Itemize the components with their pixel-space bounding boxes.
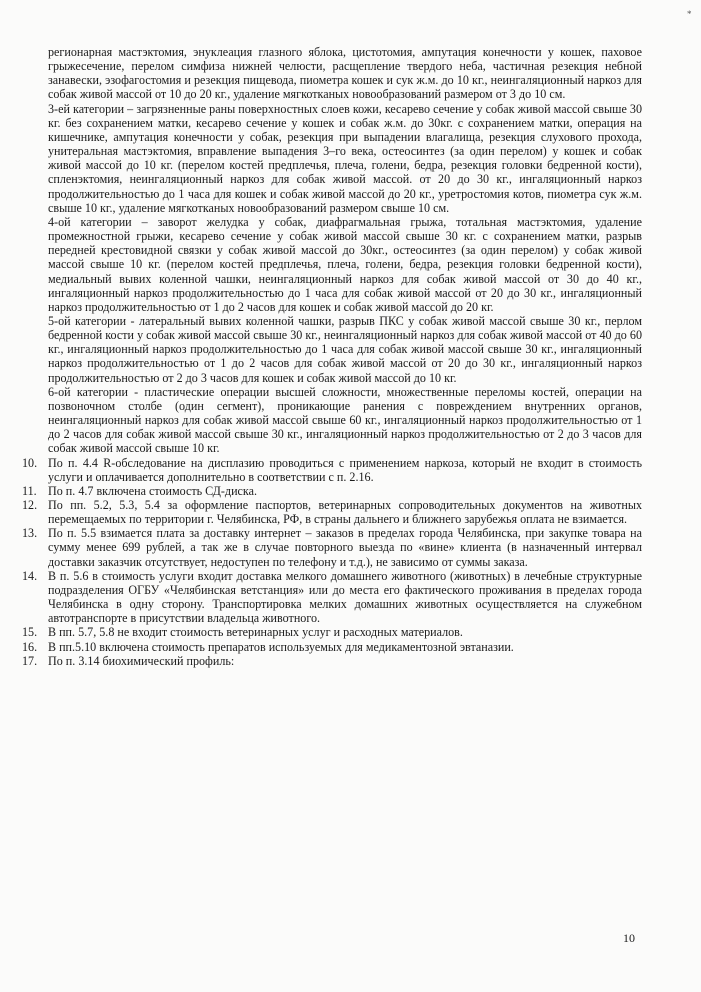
list-item-number: 11.	[22, 483, 37, 498]
paragraph-category-6: 6-ой категории - пластические операции высшей сложности, множественные переломы костей, операции на позвоночном столбе (один сегмент), проникающие ранения с повреждением внутренних органов, неингаляционный наркоз для собак живой массой свыше 60 кг., ингаляционный наркоз продолжительностью от 1 до 2 часов для собак живой массой свыше 30 кг., ингаляционный наркоз продолжительностью от 2 до 3 часов для собак живой массой свыше 10 кг.	[48, 384, 642, 456]
list-item	[22, 639, 642, 654]
list-item-number: 15.	[22, 625, 38, 640]
list-item	[22, 653, 642, 668]
list-item-number: 17.	[22, 653, 38, 668]
scan-corner-mark: *	[687, 9, 692, 19]
list-item	[22, 625, 642, 640]
paragraph-category-4: 4-ой категории – заворот желудка у собак, диафрагмальная грыжа, тотальная мастэктомия, удаление промежностной грыжи, кесарево сечение у собак живой массой свыше 30 кг. с сохранением матки, разрыв передней крестовидной связки у собак живой массой до 30кг., остеосинтез (за один перелом) у собак живой массой свыше 10 кг. (перелом костей предплечья, плеча, голени, бедра, резекция головки бедренной кости), медиальный вывих коленной чашки, неингаляционный наркоз для собак живой массой от 30 до 40 кг., ингаляционный наркоз продолжительностью до 1 часа для собак живой массой от 20 до 30 кг., ингаляционный наркоз продолжительностью от 1 до 2 часов для кошек и собак живой массой до 20 кг.	[48, 214, 642, 314]
list-item-number: 16.	[22, 639, 38, 654]
list-item	[22, 455, 642, 484]
list-item-text: По пп. 5.2, 5.3, 5.4 за оформление паспортов, ветеринарных сопроводительных документов на животных перемещаемых по территории г. Челябинска, РФ, в страны дальнего и ближнего зарубежья оплата не взимается.	[48, 498, 642, 527]
list-item-text: По п. 4.7 включена стоимость СД-диска.	[48, 483, 257, 498]
list-item-text: По п. 3.14 биохимический профиль:	[48, 653, 235, 668]
list-item	[22, 498, 642, 527]
numbered-notes-list	[22, 455, 642, 668]
list-item-number: 14.	[22, 568, 38, 583]
list-item	[22, 568, 642, 626]
paragraph-category-3: 3-ей категории – загрязненные раны поверхностных слоев кожи, кесарево сечение у собак живой массой свыше 30 кг. без сохранением матки, кесарево сечение у кошек и собак ж.м. до 30кг. с сохранением матки, операция на кишечнике, ампутация конечности у собак, резекция при выпадении влагалища, резекция слухового прохода, унитеральная мастэктомия, вправление выпадения 3–го века, остеосинтез (за один перелом) у кошек и собак живой массой до 10 кг. (перелом костей предплечья, плеча, голени, бедра, резекция головки бедренной кости), спленэктомия, неингаляционный наркоз для собак живой массой. от 20 до 30 кг., ингаляционный наркоз продолжительностью до 1 часа для кошек и собак живой массой до 20 кг., уретростомия котов, пиометра сук ж.м. свыше 10 кг., удаление мягкотканых новообразований размером свыше 10 см.	[48, 101, 642, 215]
paragraph-category-2-continued: регионарная мастэктомия, энуклеация глазного яблока, цистотомия, ампутация конечности у кошек, паховое грыжесечение, перелом симфиза нижней челюсти, расщепление твердого неба, частичная резекция небной занавески, эзофагостомия и резекция пищевода, пиометра кошек и сук ж.м. до 10 кг., неингаляционный наркоз для собак живой массой от 10 до 20 кг., удаление мягкотканых новообразований размером от 3 до 10 см.	[48, 45, 642, 102]
list-item-text: По п. 5.5 взимается плата за доставку интернет – заказов в пределах города Челябинска, при закупке товара на сумму менее 699 рублей, а так же в случае повторного выезда по «вине» клиента (в назначенный интервал доставки заказчик отсутствует, недоступен по телефону и т.д.), не зависимо от суммы заказа.	[48, 526, 642, 569]
paragraph-category-5: 5-ой категории - латеральный вывих коленной чашки, разрыв ПКС у собак живой массой свыше 30 кг., перлом бедренной кости у собак живой массой свыше 30 кг., неингаляционный наркоз для собак живой массой от 40 до 60 кг., ингаляционный наркоз продолжительностью до 1 часа для собак живой массой свыше 30 кг., ингаляционный наркоз продолжительностью от 1 до 2 часов для собак живой массой от 20 до 30 кг., ингаляционный наркоз продолжительностью от 2 до 3 часов для кошек и собак живой массой до 10 кг.	[48, 313, 642, 385]
list-item-text: В п. 5.6 в стоимость услуги входит доставка мелкого домашнего животного (животных) в лечебные структурные подразделения ОГБУ «Челябинская ветстанция» или до места его фактического проживания в пределах города Челябинска в одну сторону. Транспортировка мелких домашних животных осуществляется на служебном автотранспорте в присутствии владельца животного.	[48, 568, 642, 626]
page-number: 10	[623, 931, 635, 945]
list-item-text: В пп.5.10 включена стоимость препаратов используемых для медикаментозной эвтаназии.	[48, 639, 514, 654]
list-item-text: По п. 4.4 R-обследование на дисплазию проводиться с применением наркоза, который не входит в стоимость услуги и оплачивается дополнительно в соответствии с п. 2.16.	[48, 455, 642, 484]
list-item-number: 13.	[22, 526, 38, 541]
list-item-text: В пп. 5.7, 5.8 не входит стоимость ветеринарных услуг и расходных материалов.	[48, 625, 463, 640]
list-item	[22, 483, 642, 498]
list-item	[22, 526, 642, 569]
list-item-number: 10.	[22, 455, 38, 470]
document-body	[22, 45, 642, 668]
list-item-number: 12.	[22, 498, 38, 512]
